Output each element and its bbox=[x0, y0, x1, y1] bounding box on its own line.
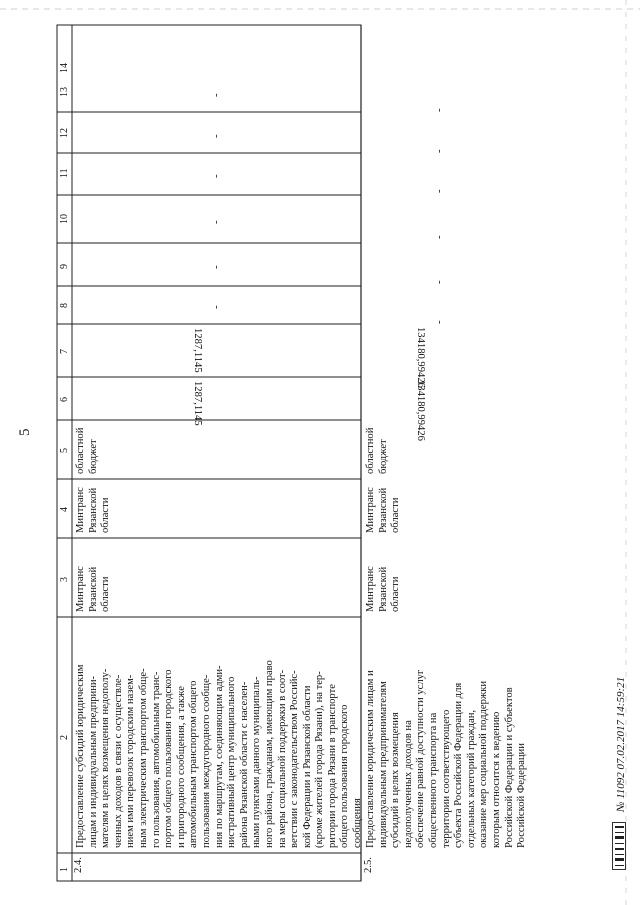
text-line: мателям в целях возмещения недополу- bbox=[100, 668, 112, 848]
col-number-11: 11 bbox=[59, 168, 70, 178]
text-line: нистративный центр муниципального bbox=[226, 676, 238, 848]
text-line: обеспечение равной доступности услуг bbox=[415, 669, 427, 848]
text-line: ветствии с законодательством Российс- bbox=[289, 670, 301, 848]
text-line: субсидий в целях возмещения bbox=[390, 712, 402, 848]
row-2-4-coexecutor bbox=[75, 487, 113, 533]
row-2-4-col6-value: 1287,1145 bbox=[192, 381, 203, 426]
text-line: и пригородного сообщения, а также bbox=[175, 686, 187, 848]
text-line: областной bbox=[365, 427, 376, 474]
text-line: субъекта Российской Федерации для bbox=[453, 682, 465, 848]
row-2-4-col10-dash: - bbox=[210, 220, 222, 224]
text-line: ными пунктами данного муниципаль- bbox=[251, 676, 263, 848]
col-number-1: 1 bbox=[59, 867, 70, 872]
col-number-9: 9 bbox=[59, 264, 70, 269]
text-line: Российской Федерации bbox=[516, 743, 528, 848]
text-line: Минтранс bbox=[75, 487, 86, 533]
text-line: нием ими перевозок городским назем- bbox=[125, 674, 137, 848]
col-number-10: 10 bbox=[59, 214, 70, 224]
row-2-5-col9-dash: - bbox=[433, 280, 445, 284]
text-line: бюджет bbox=[377, 439, 389, 474]
col-number-5: 5 bbox=[59, 448, 70, 453]
text-line: областной bbox=[75, 427, 86, 474]
col-number-8: 8 bbox=[59, 303, 70, 308]
col-number-13: 13 bbox=[59, 87, 70, 97]
col-number-6: 6 bbox=[59, 397, 70, 402]
col-number-2: 2 bbox=[59, 735, 70, 740]
row-2-5-col12-dash: - bbox=[433, 149, 445, 153]
col-number-12: 12 bbox=[59, 128, 70, 138]
text-line: района Рязанской области с населен- bbox=[238, 681, 250, 848]
text-line: ченных доходов в связи с осуществле- bbox=[112, 674, 124, 848]
text-line: лицам и индивидуальным предприни- bbox=[87, 675, 99, 848]
text-line: оказание мер социальной поддержки bbox=[478, 680, 490, 848]
row-2-4-col8-dash: - bbox=[210, 305, 222, 309]
text-line: Рязанской bbox=[377, 487, 389, 533]
text-line: Рязанской bbox=[87, 487, 99, 533]
text-line: ритории города Рязани в транспорте bbox=[326, 684, 338, 848]
text-line: кой Федерации и Рязанской области bbox=[301, 685, 313, 848]
text-line: индивидуальным предпринимателям bbox=[377, 681, 389, 848]
text-line: ного района, гражданам, имеющим право bbox=[263, 660, 275, 848]
text-line: бюджет bbox=[87, 439, 99, 474]
text-line: Минтранс bbox=[365, 487, 376, 533]
row-2-4-col9-dash: - bbox=[210, 265, 222, 269]
row-2-5-funding-source bbox=[365, 428, 390, 474]
text-line: области bbox=[100, 576, 112, 612]
text-line: Минтранс bbox=[75, 566, 86, 612]
barcode-stamp bbox=[612, 822, 626, 870]
row-2-5-col13-dash: - bbox=[433, 108, 445, 112]
text-line: го пользования, автомобильным транс- bbox=[150, 671, 162, 848]
col-number-3: 3 bbox=[59, 577, 70, 582]
document-stamp: № 11092 07.02.2017 14:59:21 bbox=[615, 676, 627, 812]
row-2-4-number: 2.4. bbox=[73, 857, 84, 873]
text-line: Минтранс bbox=[365, 566, 376, 612]
text-line: территории соответствующего bbox=[440, 709, 452, 848]
row-2-4-description bbox=[75, 660, 365, 848]
page-number: 5 bbox=[17, 428, 33, 436]
text-line: ния по маршрутам, соединяющим адми- bbox=[213, 665, 225, 848]
text-line: Предоставление субсидий юридическим bbox=[75, 664, 86, 848]
row-2-4-col12-dash: - bbox=[210, 134, 222, 138]
row-2-5-description bbox=[365, 670, 529, 848]
text-line: общего пользования городского bbox=[339, 704, 351, 848]
row-2-5-col7-value: 134180,99426 bbox=[415, 327, 426, 388]
text-line: которым относится к ведению bbox=[490, 711, 502, 848]
text-line: сообщения bbox=[352, 798, 364, 848]
text-line: отдельных категорий граждан, bbox=[465, 709, 477, 848]
row-2-5-coexecutor bbox=[365, 487, 403, 533]
text-line: портом общего пользования городского bbox=[163, 669, 175, 848]
text-line: на меры социальной поддержки в соот- bbox=[276, 669, 288, 848]
row-2-4-col7-value: 1287,1145 bbox=[192, 328, 203, 373]
col-number-14: 14 bbox=[59, 63, 70, 73]
text-line: Российской Федерации и субъектов bbox=[503, 687, 515, 848]
text-line: области bbox=[100, 497, 112, 533]
row-2-5-col8-dash: - bbox=[433, 320, 445, 324]
text-line: (кроме жителей города Рязани), на тер- bbox=[314, 671, 326, 848]
text-line: общественного транспорта на bbox=[427, 712, 439, 848]
text-line: Предоставление юридическим лицам и bbox=[365, 670, 376, 848]
row-2-5-number: 2.5. bbox=[363, 857, 374, 873]
row-2-4-responsible bbox=[75, 566, 113, 612]
row-2-5-responsible bbox=[365, 566, 403, 612]
row-2-5-col6-value: 134180,99426 bbox=[415, 380, 426, 441]
col-number-7: 7 bbox=[59, 349, 70, 354]
text-line: области bbox=[390, 497, 402, 533]
row-2-4-col11-dash: - bbox=[210, 174, 222, 178]
text-line: Рязанской bbox=[87, 566, 99, 612]
row-2-5-col10-dash: - bbox=[433, 235, 445, 239]
col-number-4: 4 bbox=[59, 507, 70, 512]
barcode-icon bbox=[615, 826, 624, 866]
text-line: Рязанской bbox=[377, 566, 389, 612]
text-line: пользования междугородного сообще- bbox=[200, 674, 212, 848]
text-line: ным электрическим транспортом обще- bbox=[137, 668, 149, 848]
row-2-5-col11-dash: - bbox=[433, 189, 445, 193]
row-2-4-col13-dash: - bbox=[210, 93, 222, 97]
text-line: области bbox=[390, 576, 402, 612]
text-line: автомобильным транспортом общего bbox=[188, 680, 200, 848]
row-2-4-funding-source bbox=[75, 428, 100, 474]
text-line: недополученных доходов на bbox=[402, 720, 414, 848]
